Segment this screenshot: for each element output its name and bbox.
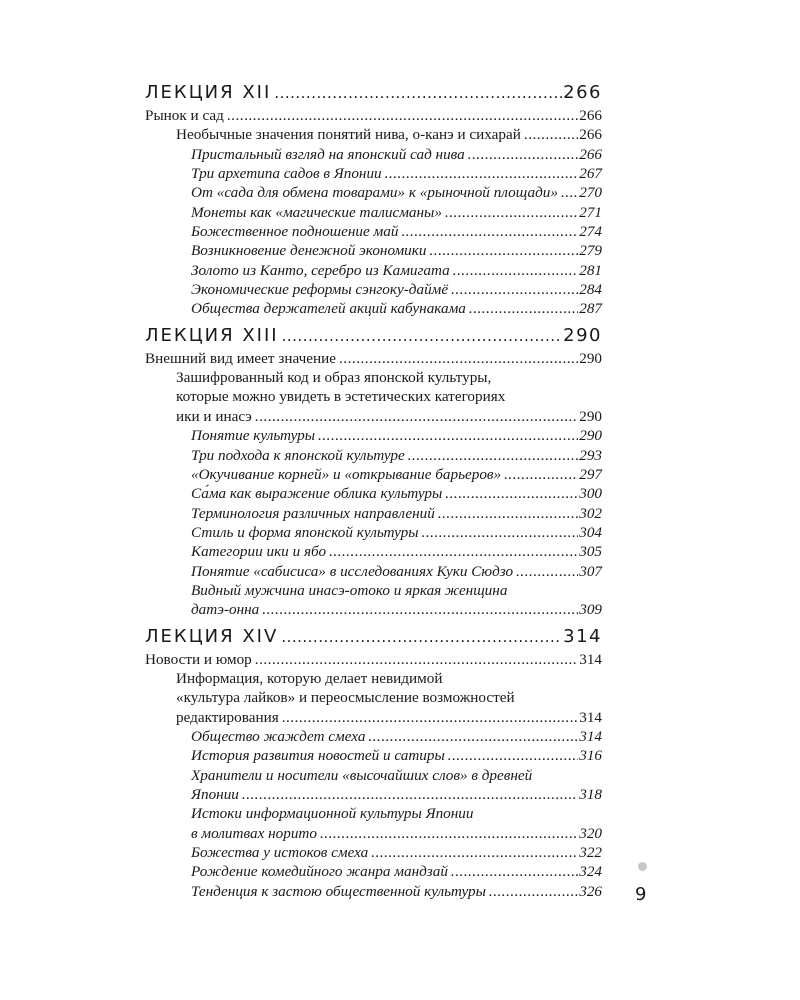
toc-entry-line: Истоки информационной культуры Японии <box>191 805 474 823</box>
toc-lecture-heading <box>145 626 602 648</box>
page-ref: 314 <box>563 625 602 647</box>
toc-entry: Понятие культуры ..... 290 <box>145 426 602 445</box>
toc-entry: Божества у истоков смеха ..... 322 <box>145 843 602 862</box>
toc-entry: Общества держателей акций кабунакама ..... 287 <box>145 299 602 318</box>
toc-entry: От «сада для обмена товарами» к «рыночной площади» ..... 270 <box>145 183 602 202</box>
toc-entry: Японии ..... 318 <box>145 785 602 804</box>
toc-entry: Необычные значения понятий нива, о-канэ и сихарай ..... 266 <box>145 125 602 144</box>
toc-entry: Рынок и сад ..... 266 <box>145 106 602 125</box>
dot-leader <box>281 626 562 648</box>
toc-entry: Стиль и форма японской культуры ..... 304 <box>145 523 602 542</box>
toc-entry: Божественное подношение май ..... 274 <box>145 222 602 241</box>
toc-entry: Рождение комедийного жанра мандзай ..... 324 <box>145 862 602 881</box>
page-ref: 266 <box>563 82 602 103</box>
toc-lecture-heading <box>145 325 602 347</box>
dot-leader <box>282 325 563 347</box>
page-number: 9 <box>635 884 647 905</box>
lecture-title: ЛЕКЦИЯ XII <box>145 82 272 103</box>
toc-entry: Возникновение денежной экономики ..... 279 <box>145 241 602 260</box>
toc-entry: История развития новостей и сатиры ..... 316 <box>145 746 602 765</box>
toc-entry-line: «культура лайков» и переосмысление возможностей <box>176 689 515 707</box>
toc-entry: Пристальный взгляд на японский сад нива ..... 266 <box>145 145 602 164</box>
toc-entry: Три архетипа садов в Японии ..... 267 <box>145 164 602 183</box>
toc-entry-line: Информация, которую делает невидимой <box>176 669 443 687</box>
lecture-title: ЛЕКЦИЯ XIV <box>145 625 279 647</box>
toc-entry: редактирования ..... 314 <box>145 708 602 727</box>
toc-entry: датэ-онна ..... 309 <box>145 600 602 619</box>
toc-entry: в молитвах норито ..... 320 <box>145 824 602 843</box>
toc-entry-line: Хранители и носители «высочайших слов» в древней <box>191 766 533 784</box>
toc-lecture-heading <box>145 82 602 104</box>
toc-entry: Монеты как «магические талисманы» ..... 271 <box>145 203 602 222</box>
toc-entry: Новости и юмор ..... 314 <box>145 650 602 669</box>
toc-entry-line: Зашифрованный код и образ японской культуры, <box>176 369 492 387</box>
toc-entry: Категории ики и ябо ..... 305 <box>145 542 602 561</box>
toc-entry: Са́ма как выражение облика культуры ..... 300 <box>145 484 602 503</box>
toc-entry-line: Видный мужчина инасэ-отоко и яркая женщина <box>191 581 508 599</box>
dot-leader <box>274 82 562 104</box>
toc-entry: Тенденция к застою общественной культуры ..... 326 <box>145 882 602 901</box>
margin-bullet-icon <box>638 862 647 871</box>
page-ref: 290 <box>563 324 602 346</box>
toc-entry-line: которые можно увидеть в эстетических категориях <box>176 388 506 406</box>
toc-entry: Терминология различных направлений ..... 302 <box>145 504 602 523</box>
table-of-contents <box>145 82 602 901</box>
toc-entry: Три подхода к японской культуре ..... 293 <box>145 446 602 465</box>
toc-entry: Понятие «сабисиса» в исследованиях Куки Сюдзо ..... 307 <box>145 562 602 581</box>
lecture-title: ЛЕКЦИЯ XIII <box>145 324 279 346</box>
toc-entry: Общество жаждет смеха ..... 314 <box>145 727 602 746</box>
toc-entry: «Окучивание корней» и «открывание барьеров» ..... 297 <box>145 465 602 484</box>
toc-entry: Внешний вид имеет значение ..... 290 <box>145 349 602 368</box>
toc-entry: ики и инасэ ..... 290 <box>145 407 602 426</box>
toc-entry: Экономические реформы сэнгоку-даймё ..... 284 <box>145 280 602 299</box>
toc-entry: Золото из Канто, серебро из Камигата ..... 281 <box>145 261 602 280</box>
